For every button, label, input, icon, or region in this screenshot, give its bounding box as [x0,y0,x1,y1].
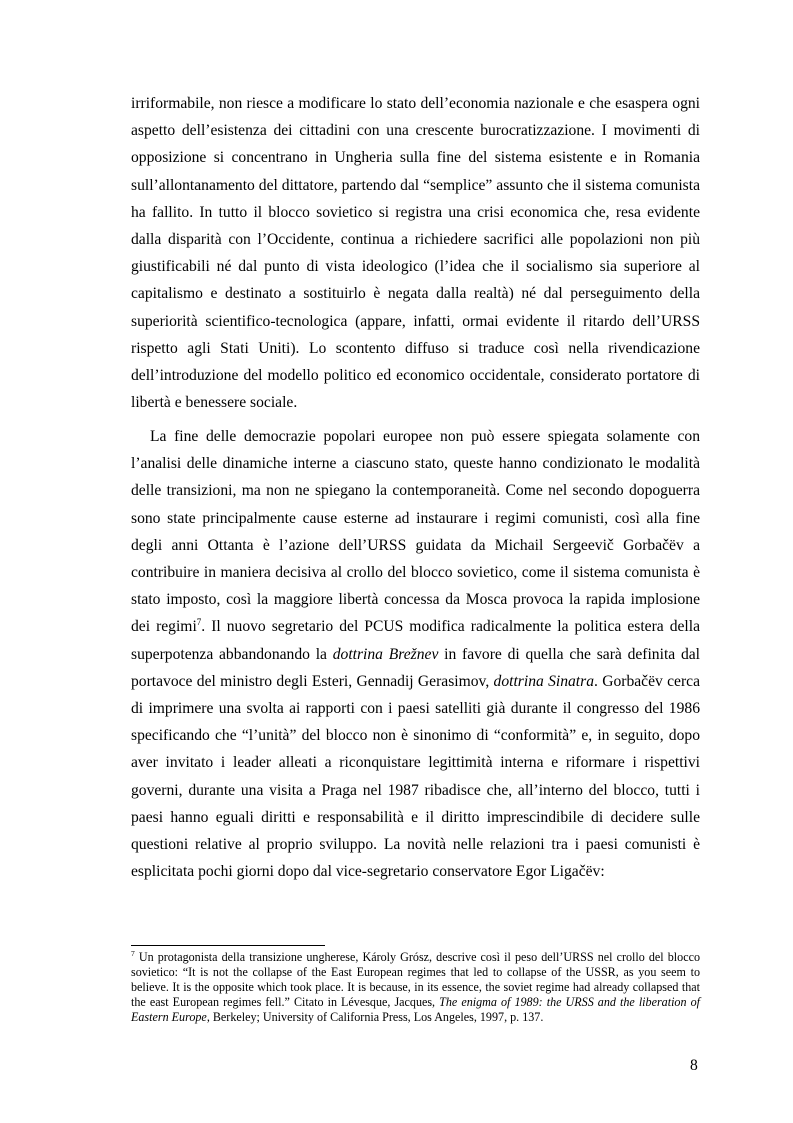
italic-term-dottrina-sinatra: dottrina Sinatra [493,672,595,690]
footnote-separator [131,945,325,946]
footnote-7 [131,950,700,1025]
footnote-reference[interactable]: 7 [196,617,202,628]
footnote-text: , Berkeley; University of California Press, Los Angeles, 1997, p. 137. [206,1009,544,1024]
body-paragraph-2 [131,423,700,885]
paragraph-2-text: . Il nuovo segretario del PCUS modifica radicalmente la politica estera della superpotenza abbandonando la [131,618,701,663]
paragraph-2-text: in favore di quella che sarà definita dal portavoce del ministro degli Esteri, Gennadij Gerasimov, [131,645,700,690]
paragraph-2-text: La fine delle democrazie popolari europee non può essere spiegata solamente con l’analisi delle dinamiche interne a ciascuno stato, queste hanno condizionato le modalità delle transizioni, ma non ne spiegano la contemporaneità. Come nel secondo dopoguerra sono state principalmente cause esterne ad instaurare i regimi comunisti, così alla fine degli anni Ottanta è l’azione dell’URSS guidata da Michail Sergeevič Gorbačëv a contribuire in maniera decisiva al crollo del blocco sovietico, come il sistema comunista è stato imposto, così la maggiore libertà concessa da Mosca provoca la rapida implosione dei regimi [131,428,700,636]
paragraph-2-text: . Gorbačëv cerca di imprimere una svolta ai rapporti con i paesi satelliti già durante il congresso del 1986 specificando che “l’unità” del blocco non è sinonimo di “conformità” e, in seguito, dopo aver invitato i leader alleati a riconquistare legittimità interna e riformare i rispettivi governi, durante una visita a Praga nel 1987 ribadisce che, all’interno del blocco, tutti i paesi hanno eguali diritti e responsabilità e il diritto imprescindibile di decidere sulle questioni relative al proprio sviluppo. La novità nelle relazioni tra i paesi comunisti è esplicitata pochi giorni dopo dal vice-segretario conservatore Egor Ligačëv: [131,672,701,881]
body-paragraph-1: irriformabile, non riesce a modificare lo stato dell’economia nazionale e che esaspera ogni aspetto dell’esistenza dei cittadini con una crescente burocratizzazione. I movimenti di opposizione si concentrano in Ungheria sulla fine del sistema esistente e in Romania sull’allontanamento del dittatore, partendo dal “semplice” assunto che il sistema comunista ha fallito. In tutto il blocco sovietico si registra una crisi economica che, resa evidente dalla disparità con l’Occidente, continua a richiedere sacrifici alle popolazioni non più giustificabili né dal punto di vista ideologico (l’idea che il socialismo sia superiore al capitalismo e destinato a sostituirlo è negata dalla realtà) né dal perseguimento della superiorità scientifico-tecnologica (appare, infatti, ormai evidente il ritardo dell’URSS rispetto agli Stati Uniti). Lo scontento diffuso si traduce così nella rivendicazione dell’introduzione del modello politico ed economico occidentale, considerato portatore di libertà e benessere sociale. [131,95,700,412]
page-number: 8 [690,1057,698,1074]
footnote-text: Un protagonista della transizione ungherese, Károly Grósz, descrive così il peso dell’URSS nel crollo del blocco sovietico: “It is not the collapse of the East European regimes that led to collapse of the USSR, as you seem to believe. It is the opposite which took place. It is because, in its essence, the soviet regime had already collapsed that the east European regimes fell.” Citato in Lévesque, Jacques, [131,950,700,1009]
footnote-book-title: The enigma of 1989: the URSS and the liberation of Eastern Europe [131,994,700,1024]
italic-term-dottrina-breznev: dottrina Brežnev [332,645,439,663]
footnote-number: 7 [131,948,135,958]
